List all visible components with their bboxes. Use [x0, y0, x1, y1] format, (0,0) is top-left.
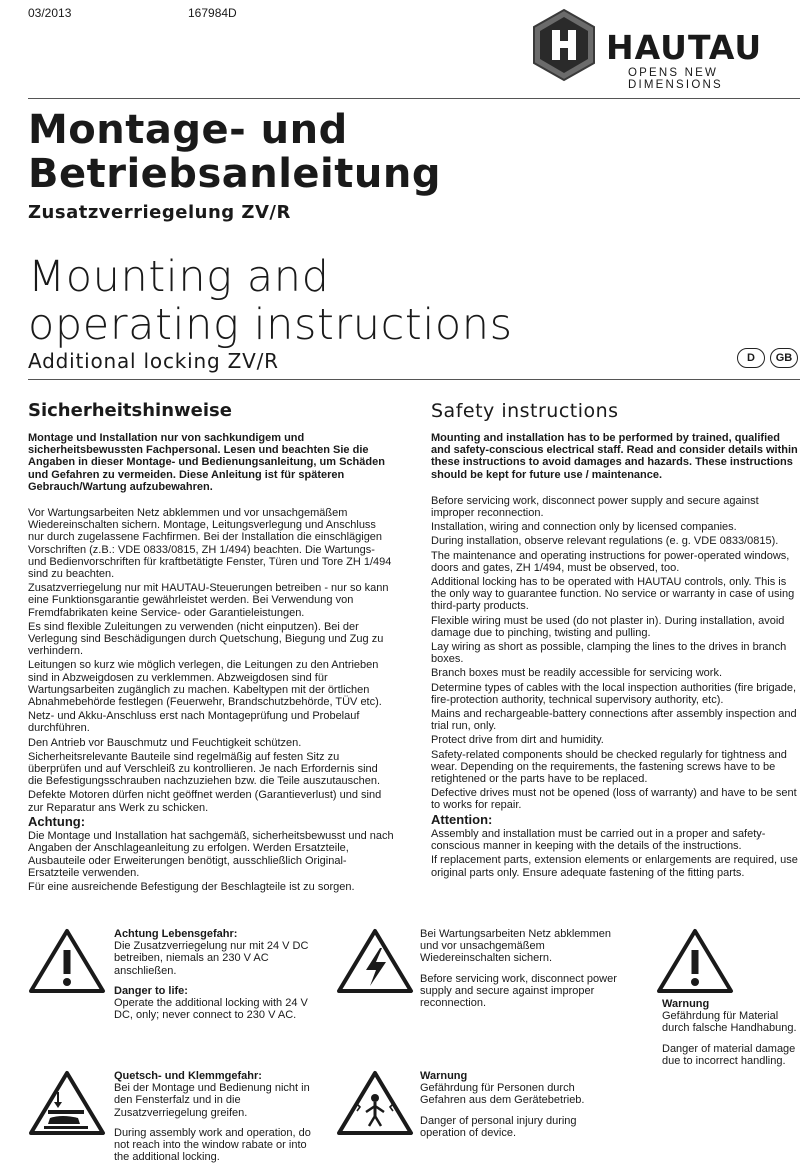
safety-heading-en: Safety instructions	[431, 400, 619, 422]
paragraph-en: Determine types of cables with the local inspection authorities (fire brigade, fire-protection authority, technical supervisory authority, etc).	[431, 681, 797, 706]
paragraph-en: Additional locking has to be operated with HAUTAU controls, only. This is the only way to guarantee function. No service or warranty in case of using third-party products.	[431, 576, 795, 613]
title-en-line1: Mounting and	[28, 252, 330, 302]
paragraph-en: Lay wiring as short as possible, clamping the lines to the drives in branch boxes.	[431, 641, 787, 666]
warning-text-de: Gefährdung für Material durch falsche Handhabung.	[662, 1010, 797, 1035]
warning-title: Warnung	[662, 998, 710, 1010]
safety-column-en	[431, 432, 801, 881]
safety-column-de	[28, 432, 394, 895]
doc-number: 167984D	[188, 6, 237, 20]
paragraph-en: The maintenance and operating instructions for power-operated windows, doors and gates, ZH 1/494, must be observed, too.	[431, 549, 790, 574]
paragraph-de: Zusatzverriegelung nur mit HAUTAU-Steuerungen betreiben - nur so kann eine Funktionsgarantie gewährleistet werden. Bei Verwendung von Fremdfabrikaten keine Service- oder Garantieleistungen.	[28, 582, 389, 619]
attention-paragraph-de: Für eine ausreichende Befestigung der Beschlagteile ist zu sorgen.	[28, 880, 355, 893]
paragraph-de: Vor Wartungsarbeiten Netz abklemmen und vor unsachgemäßem Wiedereinschalten sichern. Montage, Leitungsverlegung und Anschluss nur durch zugelassene Fachfirmen. Bei der Installation die einschlägigen Vorschriften (z.B.: VDE 0833/0815, ZH 1/494) beachten. Die Wartungs- und Bedienvorschriften für kraftbetätigte Fenster, Türen und Tore ZH 1/494 sind zu beachten.	[28, 507, 392, 581]
header-divider	[28, 98, 800, 99]
warning-title: Quetsch- und Klemmgefahr:	[114, 1070, 262, 1082]
paragraph-en: Defective drives must not be opened (loss of warranty) and have to be sent to works for repair.	[431, 787, 797, 812]
warning-personal-injury	[420, 1070, 620, 1147]
attention-paragraph-de: Die Montage und Installation hat sachgemäß, sicherheitsbewusst und nach Angaben der Anschlageanleitung zu erfolgen. Werden Ersatzteile, Ausbauteile oder Erweiterungen benötigt, ausschließlich Original-Ersatzteile verwenden.	[28, 830, 394, 879]
date-code: 03/2013	[28, 6, 72, 20]
warning-danger-to-life	[114, 928, 314, 1029]
warning-crushing	[114, 1070, 314, 1171]
language-badge-gb: GB	[770, 348, 798, 368]
warning-electrical	[420, 928, 628, 1017]
warning-text-de: Bei Wartungsarbeiten Netz abklemmen und vor unsachgemäßem Wiedereinschalten sichern.	[420, 928, 611, 965]
warning-material	[662, 998, 802, 1075]
subtitle-en: Additional locking ZV/R	[28, 349, 279, 373]
title-de-line2: Betriebsanleitung	[28, 151, 441, 197]
brand-tagline: OPENS NEW DIMENSIONS	[628, 67, 723, 91]
attention-paragraph-en: If replacement parts, extension elements or enlargements are required, use original parts only. Ensure adequate fastening of the fitting parts.	[431, 854, 798, 879]
brand-name: HAUTAU	[606, 28, 763, 67]
paragraph-en: Mains and rechargeable-battery connections after assembly inspection and trial run, only.	[431, 708, 797, 733]
title-de-line1: Montage- und	[28, 107, 348, 153]
subtitle-de: Zusatzverriegelung ZV/R	[28, 202, 291, 223]
warning-text-en: Operate the additional locking with 24 V DC, only; never connect to 230 V AC.	[114, 997, 308, 1022]
electrical-hazard-icon	[336, 928, 414, 994]
intro-de: Montage und Installation nur von sachkundigem und sicherheitsbewussten Fachpersonal. Lesen und beachten Sie die Angaben in dieser Montage- und Bedienungsanleitung, um Schäden und Gefahren zu vermeiden. Diese Anleitung ist für späteren Gebrauch/Wartung aufzubewahren.	[28, 432, 385, 493]
paragraph-en: Protect drive from dirt and humidity.	[431, 734, 604, 747]
attention-heading-en: Attention:	[431, 811, 493, 827]
safety-heading-de: Sicherheitshinweise	[28, 400, 232, 421]
paragraph-en: Branch boxes must be readily accessible for servicing work.	[431, 667, 723, 680]
language-badge-d: D	[737, 348, 765, 368]
paragraph-en: Safety-related components should be checked regularly for tightness and wear. Depending on the requirements, the fastening screws have to be retightened or the parts have to be replaced.	[431, 748, 787, 786]
attention-heading-de: Achtung:	[28, 813, 86, 829]
warning-text-en: During assembly work and operation, do not reach into the window rabate or into the additional locking.	[114, 1126, 311, 1164]
warning-text-en: Danger of personal injury during operation of device.	[420, 1114, 577, 1139]
paragraph-de: Sicherheitsrelevante Bauteile sind regelmäßig auf festen Sitz zu überprüfen und auf Verschleiß zu kontrollieren. Je nach Erfordernis sind die Befestigungsschrauben nachzuziehen bzw. die Teile auszutauschen.	[28, 750, 381, 788]
warning-text-en: Danger of material damage due to incorrect handling.	[662, 1042, 796, 1067]
paragraph-de: Es sind flexible Zuleitungen zu verwenden (nicht einputzen). Bei der Verlegung sind Beschädigungen durch Quetschung, Biegung und Zug zu verhindern.	[28, 620, 384, 658]
attention-paragraph-en: Assembly and installation must be carried out in a proper and safety-conscious manner in keeping with the details of the instructions.	[431, 827, 766, 853]
warning-title-en: Danger to life:	[114, 984, 188, 997]
title-divider	[28, 379, 800, 380]
warning-text-de: Bei der Montage und Bedienung nicht in den Fensterfalz und in die Zusatzverriegelung greifen.	[114, 1082, 310, 1119]
paragraph-en: Flexible wiring must be used (do not plaster in). During installation, avoid damage due to pinching, twisting and pulling.	[431, 614, 785, 639]
paragraph-en: Before servicing work, disconnect power supply and secure against improper reconnection.	[431, 494, 759, 520]
hautau-logo-icon	[530, 8, 598, 82]
warning-triangle-icon	[28, 928, 106, 994]
personal-injury-icon	[336, 1070, 414, 1136]
intro-en: Mounting and installation has to be performed by trained, qualified and safety-conscious electrical staff. Read and consider details within these instructions to avoid damages and hazards. These instructions should be kept for future use / maintenance.	[431, 432, 798, 481]
paragraph-de: Netz- und Akku-Anschluss erst nach Montageprüfung und Probelauf durchführen.	[28, 710, 360, 735]
material-warning-triangle-icon	[656, 928, 734, 994]
paragraph-en: During installation, observe relevant regulations (e. g. VDE 0833/0815).	[431, 535, 779, 548]
warning-text-de: Gefährdung für Personen durch Gefahren aus dem Gerätebetrieb.	[420, 1082, 585, 1107]
paragraph-de: Leitungen so kurz wie möglich verlegen, die Leitungen zu den Antrieben sind in Abzweigdosen zu verklemmen. Abzweigdosen sind für Wartungsarbeiten zugänglich zu machen. Kabeltypen mit der örtlichen Abnahmebehörde festlegen (Feuerwehr, Brandschutzbehörde, TÜV etc).	[28, 659, 382, 709]
paragraph-en: Installation, wiring and connection only by licensed companies.	[431, 521, 737, 534]
paragraph-de: Defekte Motoren dürfen nicht geöffnet werden (Garantieverlust) und sind zur Reparatur ans Werk zu schicken.	[28, 789, 382, 814]
warning-text-de: Die Zusatzverriegelung nur mit 24 V DC betreiben, niemals an 230 V AC anschließen.	[114, 940, 309, 977]
hand-crush-icon	[28, 1070, 106, 1136]
warning-title-de: Achtung Lebensgefahr:	[114, 928, 238, 940]
warning-text-en: Before servicing work, disconnect power supply and secure against improper reconnection.	[420, 972, 617, 1010]
warning-title: Warnung	[420, 1070, 468, 1082]
title-en-line2: operating instructions	[28, 300, 513, 350]
paragraph-de: Den Antrieb vor Bauschmutz und Feuchtigkeit schützen.	[28, 736, 302, 749]
